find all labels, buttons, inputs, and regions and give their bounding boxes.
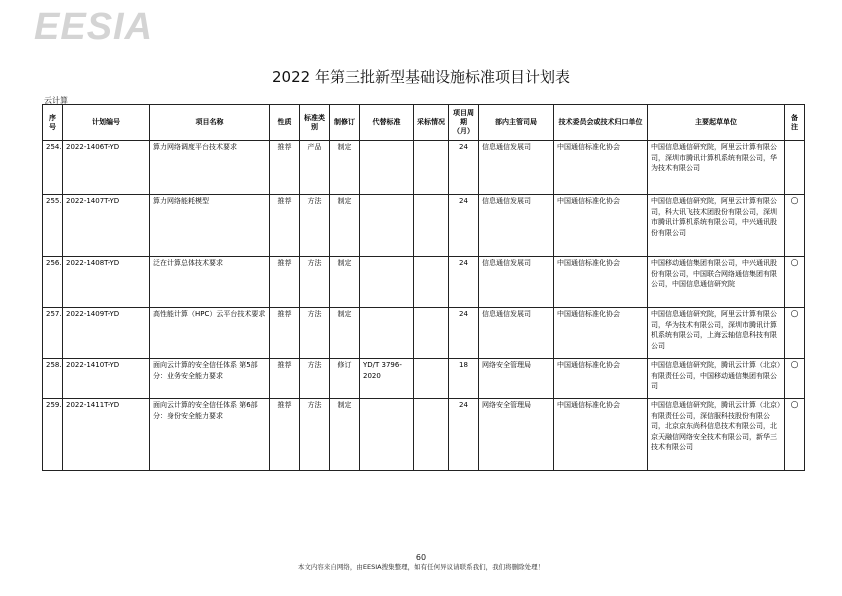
cell-replace-standard (360, 195, 414, 257)
cell-adopt (414, 399, 449, 471)
cell-drafters: 中国信息通信研究院，阿里云计算有限公司，深圳市腾讯计算机系统有限公司，华为技术有限公司 (648, 141, 785, 195)
cell-project-name: 算力网络调度平台技术要求 (150, 141, 270, 195)
cell-adopt (414, 141, 449, 195)
header-plan-code: 计划编号 (63, 105, 150, 141)
cell-category: 方法 (300, 308, 330, 359)
cell-committee: 中国通信标准化协会 (554, 359, 648, 399)
cell-drafters: 中国信息通信研究院，腾讯云计算（北京）有限责任公司，中国移动通信集团有限公司 (648, 359, 785, 399)
cell-drafters: 中国信息通信研究院，腾讯云计算（北京）有限责任公司，深信服科技股份有限公司，北京京东尚科信息技术有限公司，北京天融信网络安全技术有限公司，新华三技术有限公司 (648, 399, 785, 471)
cell-period: 24 (449, 399, 479, 471)
cell-project-name: 算力网络能耗模型 (150, 195, 270, 257)
cell-category: 产品 (300, 141, 330, 195)
header-drafters: 主要起草单位 (648, 105, 785, 141)
header-committee: 技术委员会或技术归口单位 (554, 105, 648, 141)
header-replace-standard: 代替标准 (360, 105, 414, 141)
cell-nature: 推荐 (270, 141, 300, 195)
cell-replace-standard (360, 308, 414, 359)
cell-remark: ○ (785, 257, 805, 308)
cell-period: 24 (449, 141, 479, 195)
header-adopt: 采标情况 (414, 105, 449, 141)
header-revise: 制修订 (330, 105, 360, 141)
header-project-name: 项目名称 (150, 105, 270, 141)
cell-nature: 推荐 (270, 308, 300, 359)
table-row (43, 257, 805, 308)
cell-category: 方法 (300, 359, 330, 399)
cell-committee: 中国通信标准化协会 (554, 195, 648, 257)
cell-project-name: 高性能计算（HPC）云平台技术要求 (150, 308, 270, 359)
header-no: 序号 (43, 105, 63, 141)
cell-remark: ○ (785, 399, 805, 471)
cell-nature: 推荐 (270, 257, 300, 308)
cell-period: 18 (449, 359, 479, 399)
cell-remark: ○ (785, 195, 805, 257)
cell-committee: 中国通信标准化协会 (554, 308, 648, 359)
cell-replace-standard (360, 399, 414, 471)
cell-no: 254. (43, 141, 63, 195)
cell-adopt (414, 359, 449, 399)
cell-plan-code: 2022-1411T-YD (63, 399, 150, 471)
cell-remark (785, 141, 805, 195)
cell-plan-code: 2022-1408T-YD (63, 257, 150, 308)
cell-adopt (414, 195, 449, 257)
header-period: 项目周期（月） (449, 105, 479, 141)
header-nature: 性质 (270, 105, 300, 141)
table-row (43, 399, 805, 471)
standards-plan-table (42, 104, 805, 471)
table-row (43, 195, 805, 257)
cell-remark: ○ (785, 308, 805, 359)
cell-category: 方法 (300, 195, 330, 257)
cell-replace-standard (360, 141, 414, 195)
cell-plan-code: 2022-1407T-YD (63, 195, 150, 257)
cell-department: 网络安全管理局 (479, 399, 554, 471)
cell-department: 网络安全管理局 (479, 359, 554, 399)
cell-department: 信息通信发展司 (479, 195, 554, 257)
cell-revise: 制定 (330, 308, 360, 359)
cell-project-name: 泛在计算总体技术要求 (150, 257, 270, 308)
cell-department: 信息通信发展司 (479, 308, 554, 359)
cell-revise: 制定 (330, 257, 360, 308)
cell-adopt (414, 257, 449, 308)
cell-nature: 推荐 (270, 359, 300, 399)
page-title: 2022 年第三批新型基础设施标准项目计划表 (272, 68, 570, 86)
cell-period: 24 (449, 195, 479, 257)
cell-revise: 制定 (330, 399, 360, 471)
cell-drafters: 中国信息通信研究院，阿里云计算有限公司，华为技术有限公司，深圳市腾讯计算机系统有限公司，上海云轴信息科技有限公司 (648, 308, 785, 359)
page-number: 60 (415, 553, 427, 562)
cell-nature: 推荐 (270, 399, 300, 471)
cell-no: 259. (43, 399, 63, 471)
table-row (43, 359, 805, 399)
cell-committee: 中国通信标准化协会 (554, 257, 648, 308)
cell-committee: 中国通信标准化协会 (554, 141, 648, 195)
table-row (43, 308, 805, 359)
header-remark: 备注 (785, 105, 805, 141)
header-department: 部内主管司局 (479, 105, 554, 141)
section-label: 云计算 (44, 96, 68, 105)
eesia-logo: EESIA (34, 6, 154, 48)
cell-project-name: 面向云计算的安全信任体系 第5部分：业务安全能力要求 (150, 359, 270, 399)
cell-plan-code: 2022-1409T-YD (63, 308, 150, 359)
header-category: 标准类别 (300, 105, 330, 141)
cell-no: 255. (43, 195, 63, 257)
cell-category: 方法 (300, 399, 330, 471)
cell-adopt (414, 308, 449, 359)
footer-disclaimer: 本文内容来自网络，由EESIA搜集整理，如有任何异议请联系我们，我们将删除处理！ (297, 563, 545, 571)
cell-committee: 中国通信标准化协会 (554, 399, 648, 471)
cell-period: 24 (449, 257, 479, 308)
cell-revise: 制定 (330, 141, 360, 195)
cell-plan-code: 2022-1406T-YD (63, 141, 150, 195)
cell-department: 信息通信发展司 (479, 257, 554, 308)
cell-replace-standard (360, 257, 414, 308)
cell-department: 信息通信发展司 (479, 141, 554, 195)
cell-period: 24 (449, 308, 479, 359)
cell-nature: 推荐 (270, 195, 300, 257)
cell-revise: 制定 (330, 195, 360, 257)
cell-no: 256. (43, 257, 63, 308)
table-header-row (43, 105, 805, 141)
cell-replace-standard: YD/T 3796-2020 (360, 359, 414, 399)
cell-no: 258. (43, 359, 63, 399)
cell-plan-code: 2022-1410T-YD (63, 359, 150, 399)
table-row (43, 141, 805, 195)
cell-category: 方法 (300, 257, 330, 308)
cell-remark: ○ (785, 359, 805, 399)
cell-drafters: 中国移动通信集团有限公司，中兴通讯股份有限公司，中国联合网络通信集团有限公司，中国信息通信研究院 (648, 257, 785, 308)
cell-revise: 修订 (330, 359, 360, 399)
cell-drafters: 中国信息通信研究院，阿里云计算有限公司，科大讯飞技术团股份有限公司，深圳市腾讯计算机系统有限公司，中兴通讯股份有限公司 (648, 195, 785, 257)
cell-no: 257. (43, 308, 63, 359)
cell-project-name: 面向云计算的安全信任体系 第6部分：身份安全能力要求 (150, 399, 270, 471)
